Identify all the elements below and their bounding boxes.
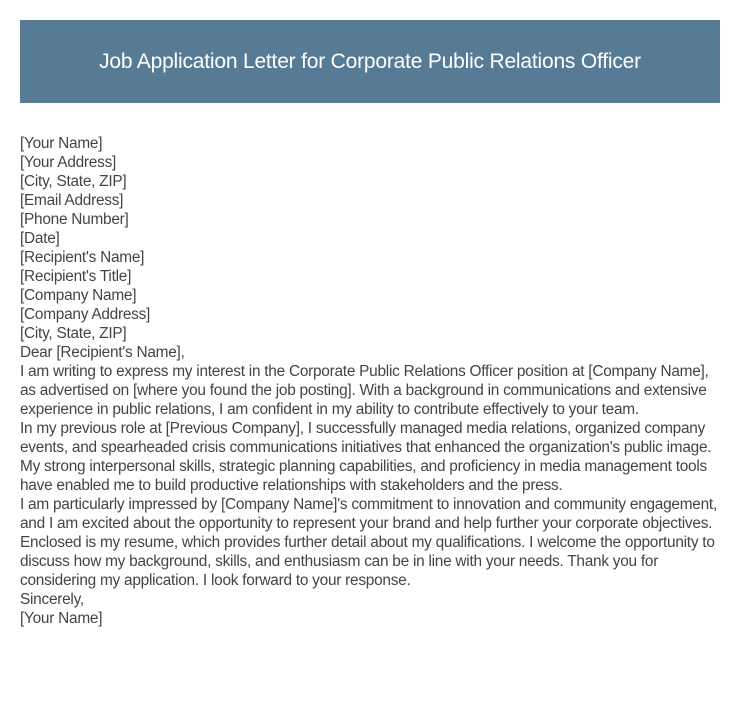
page-title: Job Application Letter for Corporate Public Relations Officer — [99, 49, 641, 73]
paragraph-motivation: I am particularly impressed by [Company Name]'s commitment to innovation and community engagement, and I am excited about the opportunity to represent your brand and help further your corporate objectives. — [20, 496, 717, 532]
signature: [Your Name] — [20, 610, 103, 627]
sender-phone: [Phone Number] — [20, 211, 129, 228]
recipient-name: [Recipient's Name] — [20, 249, 145, 266]
recipient-company-address: [Company Address] — [20, 306, 151, 323]
letter-date: [Date] — [20, 230, 60, 247]
paragraph-experience: In my previous role at [Previous Company], I successfully managed media relations, organized company events, and spearheaded crisis communications initiatives that enhanced the organization's public image. My strong interpersonal skills, strategic planning capabilities, and proficiency in media management tools have enabled me to build productive relationships with stakeholders and the press. — [20, 420, 712, 494]
salutation: Dear [Recipient's Name], — [20, 344, 185, 361]
recipient-title: [Recipient's Title] — [20, 268, 132, 285]
sender-address: [Your Address] — [20, 154, 117, 171]
recipient-city-state-zip: [City, State, ZIP] — [20, 325, 127, 342]
page-header — [20, 20, 720, 103]
closing: Sincerely, — [20, 591, 84, 608]
paragraph-intro: I am writing to express my interest in the Corporate Public Relations Officer position at [Company Name], as advertised on [where you found the job posting]. With a background in communications and extensive experience in public relations, I am confident in my ability to contribute effectively to your team. — [20, 363, 709, 418]
letter-body — [20, 134, 725, 628]
sender-name: [Your Name] — [20, 135, 103, 152]
sender-email: [Email Address] — [20, 192, 124, 209]
recipient-company: [Company Name] — [20, 287, 137, 304]
sender-city-state-zip: [City, State, ZIP] — [20, 173, 127, 190]
paragraph-closing: Enclosed is my resume, which provides further detail about my qualifications. I welcome the opportunity to discuss how my background, skills, and enthusiasm can be in line with your needs. Thank you for considering my application. I look forward to your response. — [20, 534, 715, 589]
